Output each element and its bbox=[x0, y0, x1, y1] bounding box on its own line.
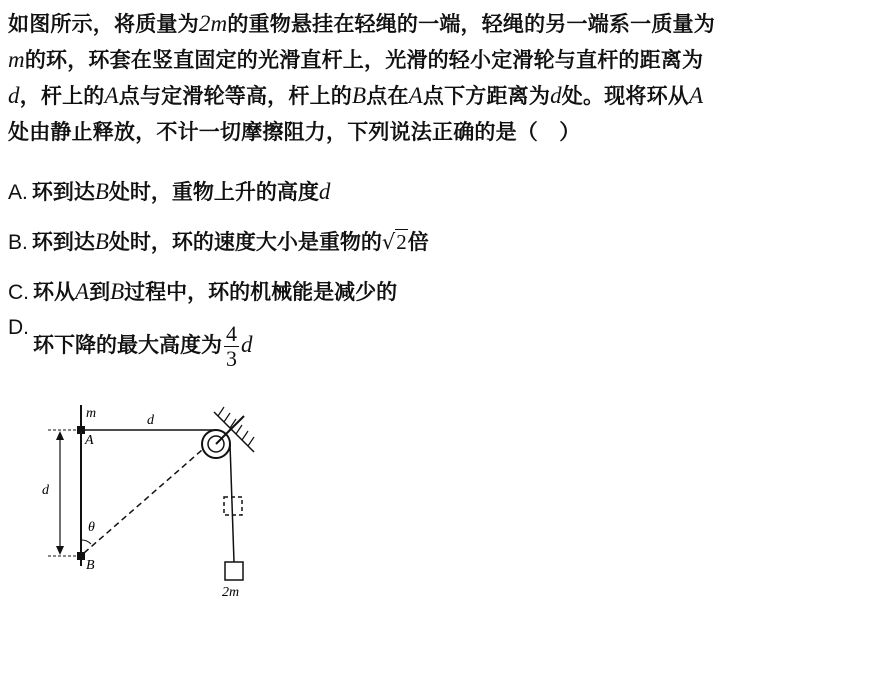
option-text: 处时，环的速度大小是重物的 bbox=[108, 229, 382, 254]
q-math: A bbox=[104, 83, 119, 108]
q-text: 点在 bbox=[366, 83, 409, 108]
ring-at-a bbox=[77, 426, 85, 434]
option-letter: A. bbox=[8, 181, 28, 204]
option-text: 环到达 bbox=[31, 229, 95, 254]
option-math: d bbox=[241, 332, 253, 357]
weight-block bbox=[225, 562, 243, 580]
q-text: 点与定滑轮等高，杆上的 bbox=[118, 83, 352, 108]
q-text: 如图所示，将质量为 bbox=[8, 11, 199, 36]
option-math: B bbox=[94, 179, 109, 204]
q-math: d bbox=[550, 83, 562, 108]
option-letter: D. bbox=[8, 316, 29, 339]
theta-arc bbox=[81, 540, 91, 544]
fraction-denominator: 3 bbox=[226, 346, 237, 371]
label-theta: θ bbox=[88, 520, 95, 535]
q-math: d bbox=[8, 83, 20, 108]
option-math: B bbox=[110, 279, 125, 304]
label-a: A bbox=[85, 433, 94, 448]
q-text: 处由静止释放，不计一切摩擦阻力，下列说法正确的是（ ） bbox=[8, 119, 581, 144]
label-d-left: d bbox=[42, 483, 49, 498]
option-math: d bbox=[318, 179, 331, 204]
q-text: ，杆上的 bbox=[19, 83, 105, 108]
label-d-top: d bbox=[147, 413, 154, 428]
ring-at-b bbox=[77, 552, 85, 560]
option-text: 到 bbox=[89, 279, 111, 304]
option-text: 过程中，环的机械能是减少的 bbox=[124, 279, 398, 304]
sqrt-symbol: √ bbox=[381, 230, 396, 254]
q-text: 的环，环套在竖直固定的光滑直杆上，光滑的轻小定滑轮与直杆的距离为 bbox=[24, 47, 704, 72]
option-text: 环下降的最大高度为 bbox=[33, 332, 222, 357]
label-2m: 2m bbox=[222, 585, 240, 600]
q-math: B bbox=[351, 83, 367, 108]
dim-arrow-head-up bbox=[56, 431, 64, 440]
dashed-rope bbox=[84, 443, 210, 553]
q-text: 的重物悬挂在轻绳的一端，轻绳的另一端系一质量为 bbox=[227, 11, 715, 36]
option-letter: C. bbox=[8, 281, 29, 304]
option-text: 环到达 bbox=[31, 179, 95, 204]
sqrt-radicand: 2 bbox=[396, 230, 407, 254]
q-text: 处。现将环从 bbox=[561, 83, 689, 108]
vertical-rope bbox=[230, 444, 234, 562]
q-math: A bbox=[688, 83, 704, 108]
dim-arrow-head-down bbox=[56, 546, 64, 555]
option-math: A bbox=[75, 279, 90, 304]
option-text: 环从 bbox=[33, 279, 75, 304]
fraction-numerator: 4 bbox=[226, 321, 237, 346]
q-text: 点下方距离为 bbox=[422, 83, 551, 108]
option-text: 处时，重物上升的高度 bbox=[108, 179, 319, 204]
q-math: m bbox=[8, 47, 25, 72]
option-text: 倍 bbox=[407, 229, 429, 254]
q-math: 2m bbox=[198, 11, 228, 36]
label-b: B bbox=[86, 558, 95, 573]
q-math: A bbox=[408, 83, 423, 108]
option-letter: B. bbox=[8, 231, 28, 254]
option-math: B bbox=[94, 229, 109, 254]
label-m: m bbox=[86, 406, 97, 421]
